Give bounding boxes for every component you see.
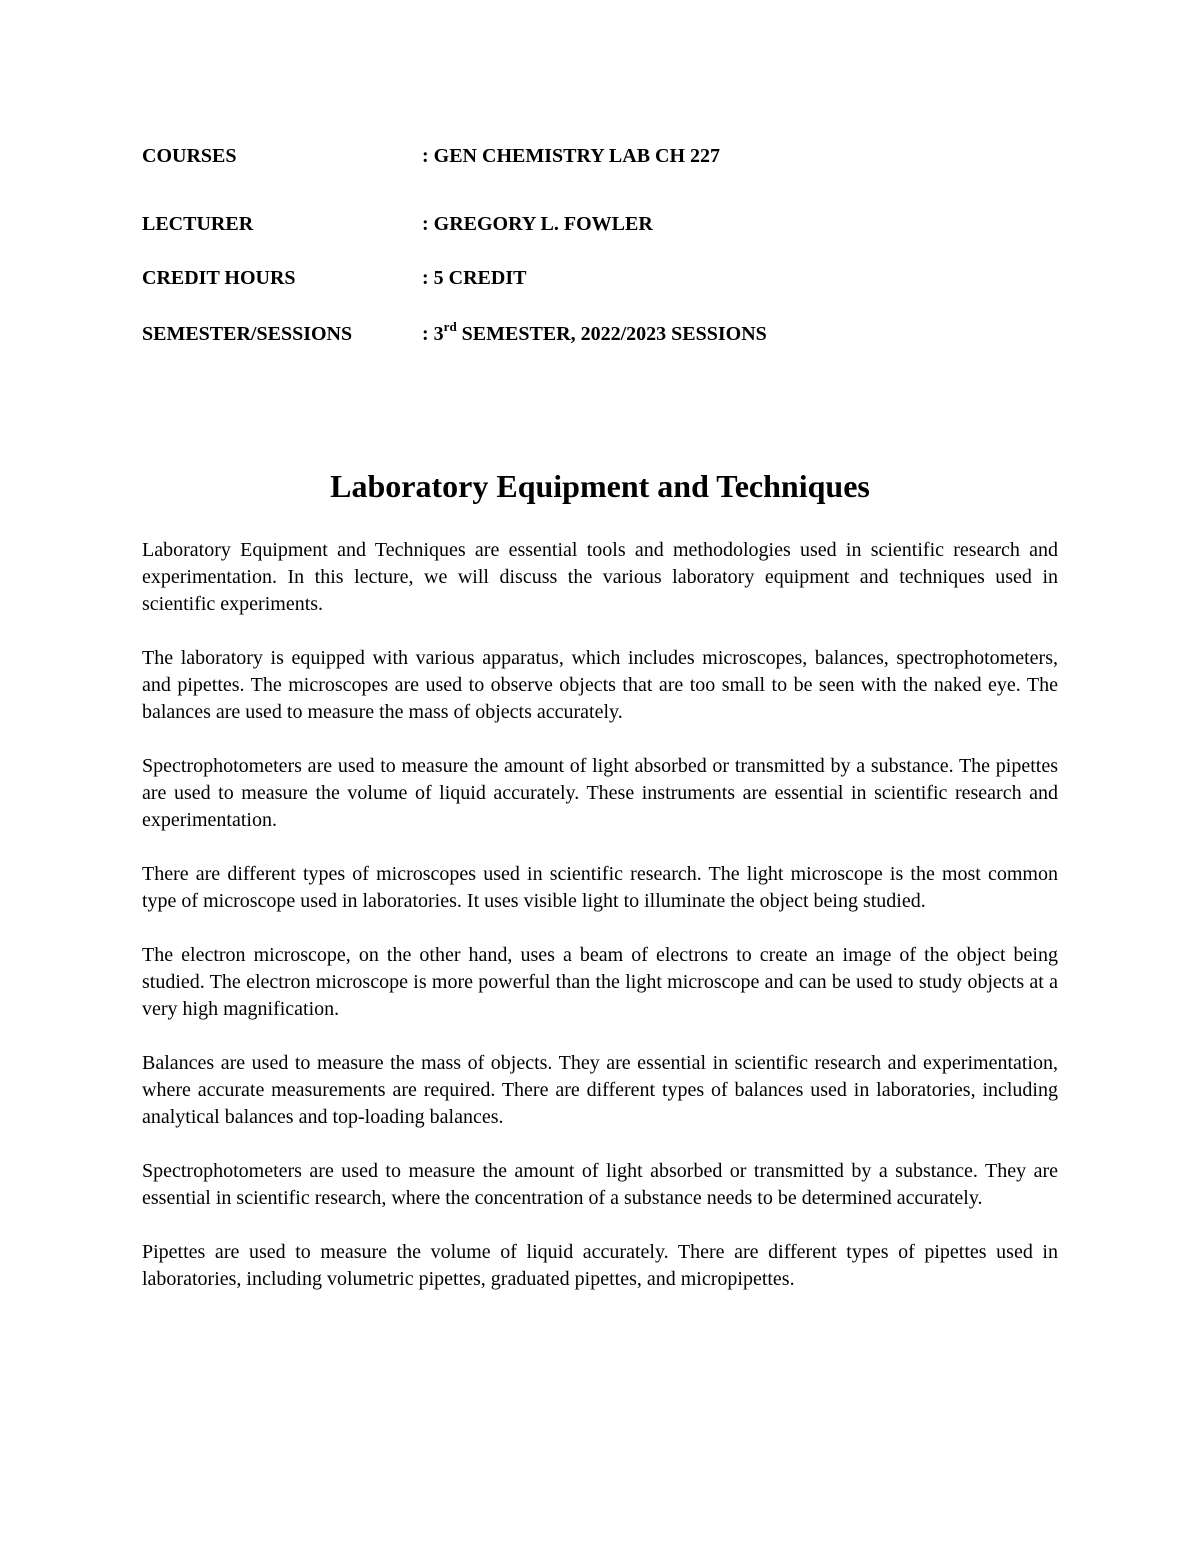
semester-value-prefix: : 3 <box>422 323 444 345</box>
semester-value-suffix: SEMESTER, 2022/2023 SESSIONS <box>456 323 767 345</box>
lecturer-value: : GREGORY L. FOWLER <box>422 213 653 235</box>
lecturer-label: LECTURER <box>142 213 254 235</box>
courses-label: COURSES <box>142 145 237 167</box>
body-paragraph: Laboratory Equipment and Techniques are essential tools and methodologies used in scientific research and experimentation. In this lecture, we will discuss the various laboratory equipment and techniques used in scientific experiments. <box>142 539 1058 615</box>
body-paragraph: Balances are used to measure the mass of objects. They are essential in scientific research and experimentation, where accurate measurements are required. There are different types of balances used in laboratories, including analytical balances and top-loading balances. <box>142 1052 1058 1128</box>
credit-hours-label: CREDIT HOURS <box>142 267 296 289</box>
body-paragraph: Spectrophotometers are used to measure the amount of light absorbed or transmitted by a substance. The pipettes are used to measure the volume of liquid accurately. These instruments are essential in scientific research and experimentation. <box>142 755 1058 831</box>
body-paragraph: Pipettes are used to measure the volume of liquid accurately. There are different types of pipettes used in laboratories, including volumetric pipettes, graduated pipettes, and micropipettes. <box>142 1241 1058 1290</box>
semester-row <box>142 321 767 347</box>
body-paragraph: The laboratory is equipped with various apparatus, which includes microscopes, balances, spectrophotometers, and pipettes. The microscopes are used to observe objects that are too small to be seen with the naked eye. The balances are used to measure the mass of objects accurately. <box>142 647 1058 723</box>
body-paragraph: Spectrophotometers are used to measure the amount of light absorbed or transmitted by a substance. They are essential in scientific research, where the concentration of a substance needs to be determined accurately. <box>142 1160 1058 1209</box>
semester-label: SEMESTER/SESSIONS <box>142 323 353 345</box>
semester-ordinal-suffix: rd <box>443 319 457 335</box>
credit-hours-value: : 5 CREDIT <box>422 267 527 289</box>
document-title: Laboratory Equipment and Techniques <box>330 468 870 504</box>
courses-row <box>142 143 720 169</box>
body-paragraph: There are different types of microscopes used in scientific research. The light microscope is the most common type of microscope used in laboratories. It uses visible light to illuminate the object being studied. <box>142 863 1058 912</box>
body-paragraph: The electron microscope, on the other hand, uses a beam of electrons to create an image of the object being studied. The electron microscope is more powerful than the light microscope and can be used to study objects at a very high magnification. <box>142 944 1058 1020</box>
lecturer-row <box>142 211 653 237</box>
document-body <box>142 537 1058 1320</box>
courses-value: : GEN CHEMISTRY LAB CH 227 <box>422 145 721 167</box>
credit-hours-row <box>142 265 526 291</box>
semester-value <box>422 321 767 347</box>
